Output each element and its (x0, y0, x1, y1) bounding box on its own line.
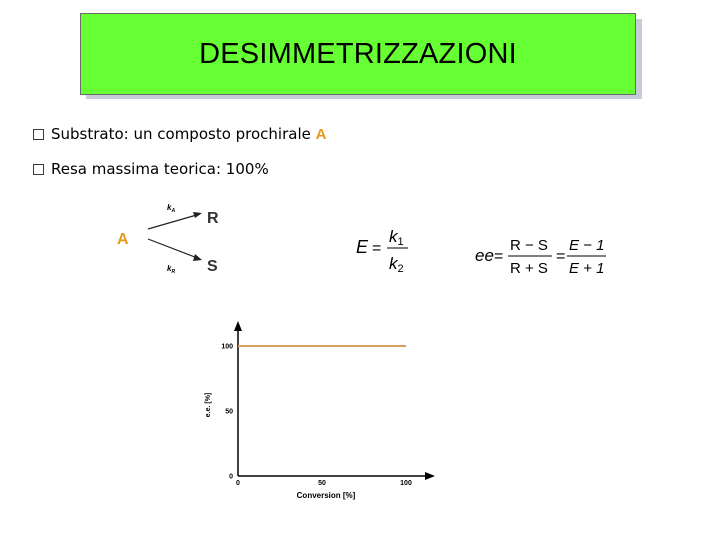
y-tick-label: 0 (229, 473, 233, 481)
x-axis-label: Conversion [%] (296, 491, 356, 500)
product-s-label: S (207, 258, 218, 275)
bullet-yield (33, 160, 269, 178)
equation-e-denominator: k2 (389, 254, 404, 275)
y-axis-arrow-icon (234, 321, 242, 331)
y-tick-label: 100 (221, 343, 233, 351)
equation-ee-lhs: ee (475, 246, 494, 265)
substrate-label: A (117, 231, 129, 248)
equals-sign: = (494, 248, 504, 265)
page-title: DESIMMETRIZZAZIONI (199, 37, 517, 70)
bullet-text: Resa massima teorica: 100% (51, 160, 269, 178)
x-tick-label: 0 (236, 480, 240, 487)
equation-ee-denominator-1: R + S (510, 260, 548, 277)
chart-axes (234, 321, 435, 480)
bullet-highlight: A (315, 126, 327, 143)
ee-conversion-chart (195, 318, 445, 508)
checkbox-bullet-icon (33, 129, 44, 140)
x-axis-arrow-icon (425, 472, 435, 480)
y-tick-label: 50 (225, 408, 233, 416)
bullet-substrate (33, 125, 326, 143)
y-axis-label: e.e. [%] (205, 392, 212, 418)
arrow-bottom-icon (148, 239, 202, 261)
equation-ee (470, 228, 610, 280)
equals-sign: = (372, 240, 382, 257)
arrow-top-icon (148, 212, 202, 229)
equation-e-numerator: k1 (389, 227, 404, 248)
equation-ee-denominator-2: E + 1 (569, 260, 605, 277)
x-tick-label: 100 (400, 480, 412, 487)
checkbox-bullet-icon (33, 164, 44, 175)
equation-e (350, 220, 420, 280)
x-tick-label: 50 (318, 480, 326, 487)
rate-constant-bottom: $k_R$ (167, 264, 176, 275)
equation-e-lhs: E (356, 237, 369, 257)
equation-ee-numerator-1: R − S (510, 237, 548, 254)
reaction-scheme (110, 195, 240, 280)
title-box (80, 13, 636, 95)
equals-sign: = (556, 248, 566, 265)
rate-constant-top: $k_A$ (167, 203, 176, 214)
product-r-label: R (207, 210, 219, 227)
equation-ee-numerator-2: E − 1 (569, 237, 605, 254)
bullet-text: Substrato: un composto prochirale (51, 125, 316, 143)
